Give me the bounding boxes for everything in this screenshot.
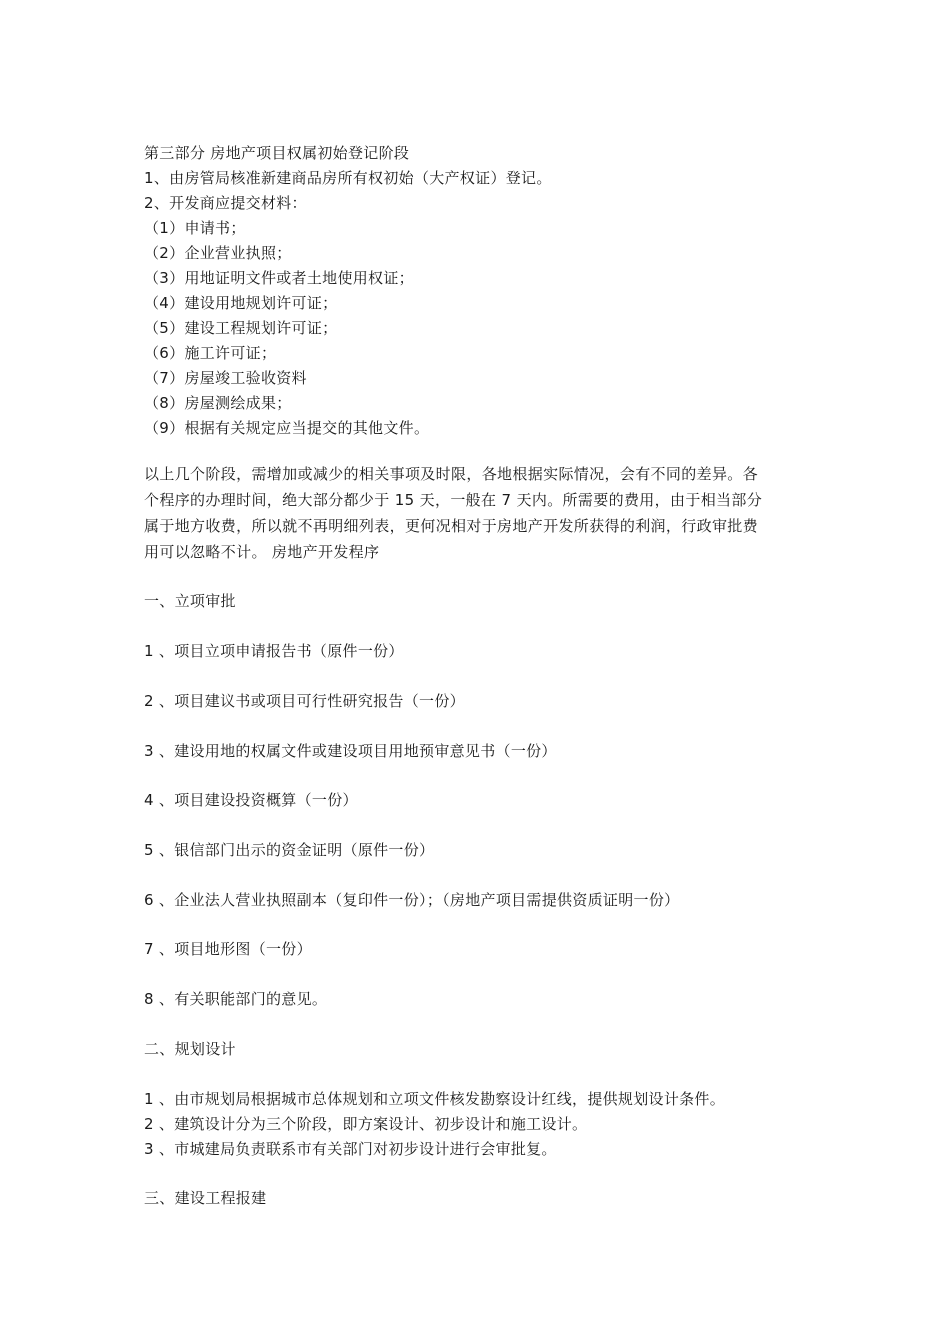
material-item: （2）企业营业执照； bbox=[144, 244, 292, 262]
section-heading-planning: 二、规划设计 bbox=[144, 1040, 236, 1058]
planning-item: 2 、建筑设计分为三个阶段，即方案设计、初步设计和施工设计。 bbox=[144, 1115, 588, 1133]
material-item: （9）根据有关规定应当提交的其他文件。 bbox=[144, 419, 430, 437]
approval-item: 2 、项目建议书或项目可行性研究报告（一份） bbox=[144, 692, 465, 710]
material-item: （3）用地证明文件或者土地使用权证； bbox=[144, 269, 414, 287]
approval-item: 3 、建设用地的权属文件或建设项目用地预审意见书（一份） bbox=[144, 742, 557, 760]
section-heading-construction: 三、建设工程报建 bbox=[144, 1189, 267, 1207]
approval-item: 5 、银信部门出示的资金证明（原件一份） bbox=[144, 841, 435, 859]
list-item: 2、开发商应提交材料： bbox=[144, 194, 307, 212]
summary-line: 属于地方收费，所以就不再明细列表，更何况相对于房地产开发所获得的利润，行政审批费 bbox=[144, 517, 759, 535]
approval-item: 7 、项目地形图（一份） bbox=[144, 940, 312, 958]
planning-item: 1 、由市规划局根据城市总体规划和立项文件核发勘察设计红线，提供规划设计条件。 bbox=[144, 1090, 726, 1108]
material-item: （7）房屋竣工验收资料 bbox=[144, 369, 307, 387]
approval-item: 6 、企业法人营业执照副本（复印件一份）；（房地产项目需提供资质证明一份） bbox=[144, 891, 680, 909]
approval-item: 1 、项目立项申请报告书（原件一份） bbox=[144, 642, 404, 660]
section-title: 第三部分 房地产项目权属初始登记阶段 bbox=[144, 144, 410, 162]
material-item: （6）施工许可证； bbox=[144, 344, 277, 362]
summary-line: 个程序的办理时间，绝大部分都少于 15 天，一般在 7 天内。所需要的费用，由于相当部分 bbox=[144, 491, 763, 509]
section-heading-approval: 一、立项审批 bbox=[144, 592, 236, 610]
list-item: 1、由房管局核准新建商品房所有权初始（大产权证）登记。 bbox=[144, 169, 552, 187]
summary-line: 用可以忽略不计。 房地产开发程序 bbox=[144, 543, 380, 561]
approval-item: 8 、有关职能部门的意见。 bbox=[144, 990, 328, 1008]
material-item: （8）房屋测绘成果； bbox=[144, 394, 292, 412]
material-item: （4）建设用地规划许可证； bbox=[144, 294, 338, 312]
material-item: （5）建设工程规划许可证； bbox=[144, 319, 338, 337]
planning-item: 3 、市城建局负责联系市有关部门对初步设计进行会审批复。 bbox=[144, 1140, 557, 1158]
summary-line: 以上几个阶段，需增加或减少的相关事项及时限，各地根据实际情况，会有不同的差异。各 bbox=[144, 465, 759, 483]
material-item: （1）申请书； bbox=[144, 219, 246, 237]
approval-item: 4 、项目建设投资概算（一份） bbox=[144, 791, 358, 809]
